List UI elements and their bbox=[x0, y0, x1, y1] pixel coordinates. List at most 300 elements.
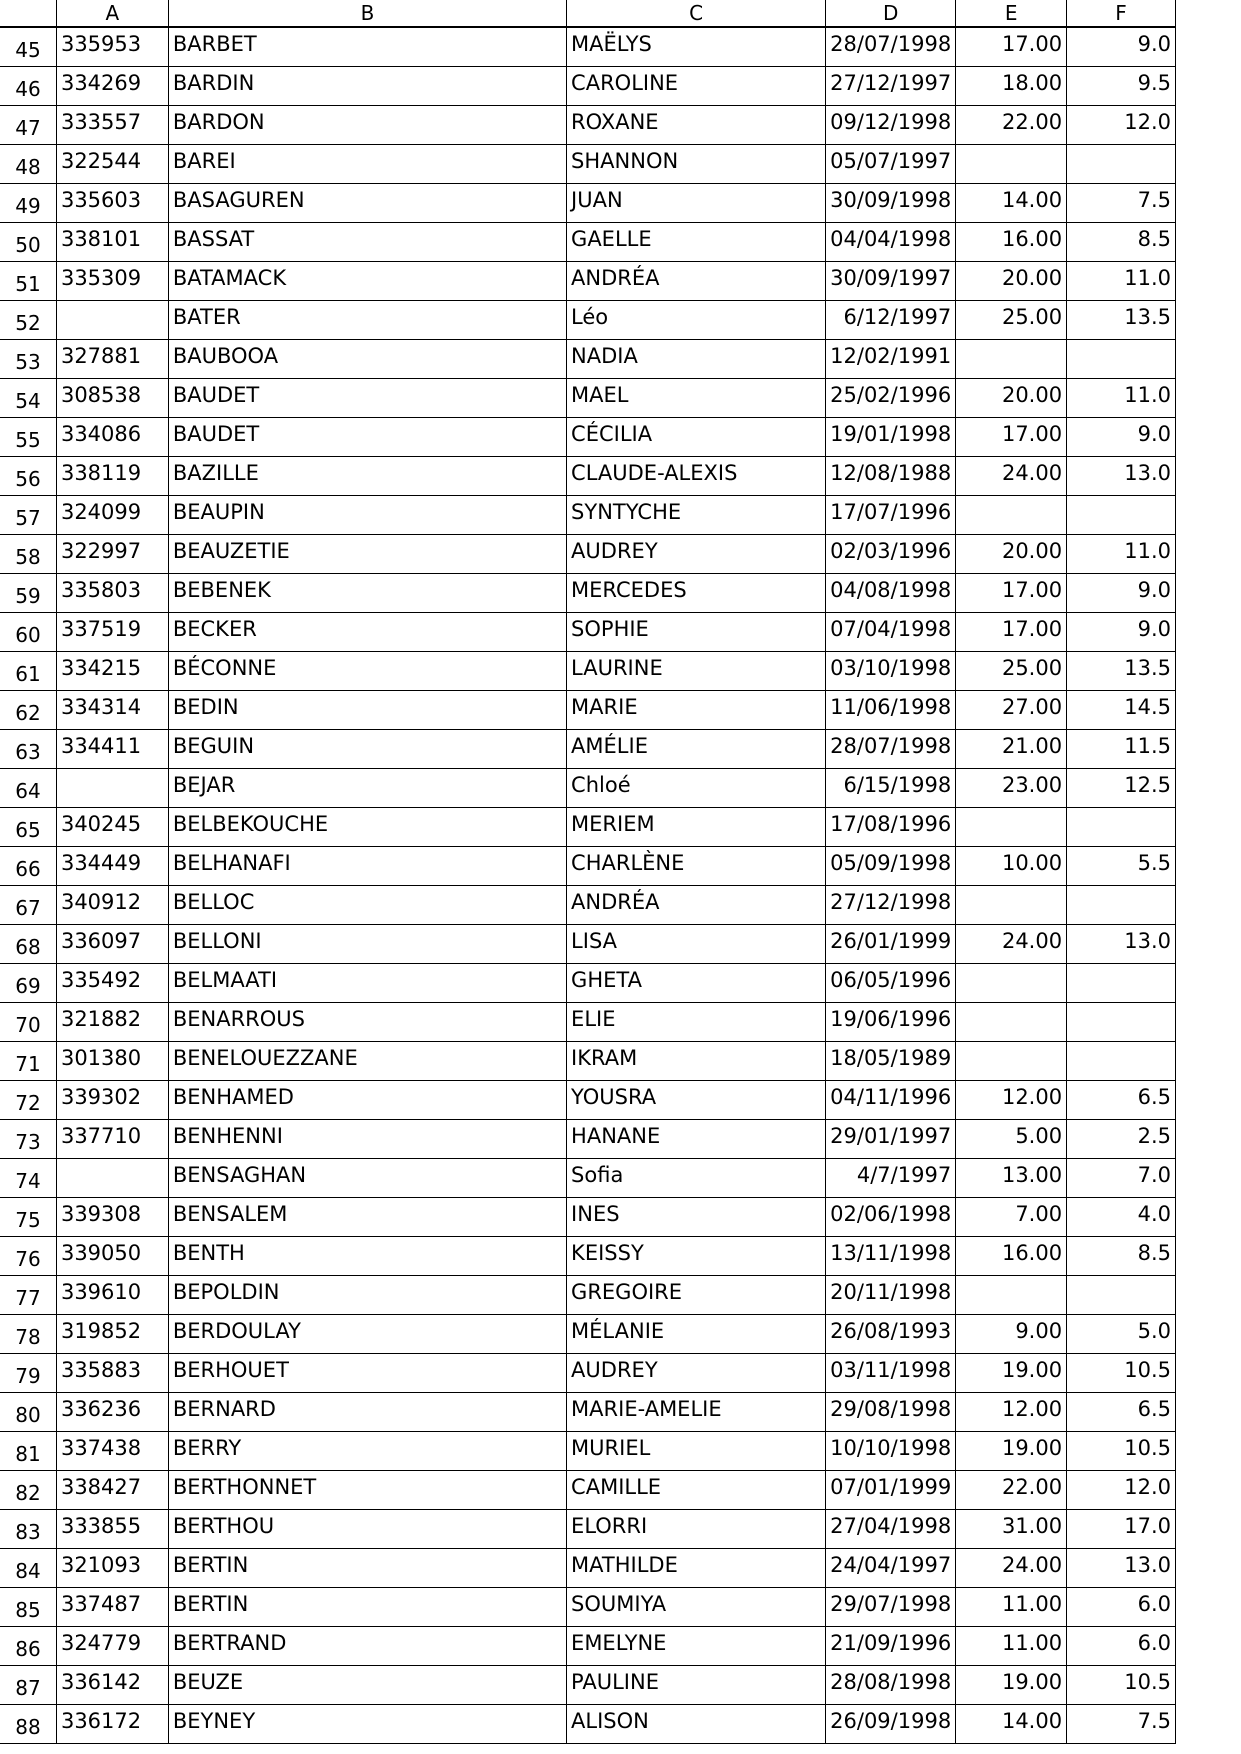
cell-grade[interactable]: 6.5 bbox=[1067, 1392, 1176, 1431]
cell-last-name[interactable]: BARDON bbox=[168, 105, 566, 144]
cell-grade[interactable]: 17.0 bbox=[1067, 1509, 1176, 1548]
cell-birth-date[interactable]: 07/04/1998 bbox=[826, 612, 956, 651]
cell-last-name[interactable]: BENHAMED bbox=[168, 1080, 566, 1119]
cell-first-name[interactable]: MARIE-AMELIE bbox=[567, 1392, 826, 1431]
cell-last-name[interactable]: BEAUZETIE bbox=[168, 534, 566, 573]
cell-first-name[interactable]: Sofia bbox=[567, 1158, 826, 1197]
cell-score[interactable]: 16.00 bbox=[956, 1236, 1067, 1275]
cell-first-name[interactable]: CAMILLE bbox=[567, 1470, 826, 1509]
column-header-d[interactable]: D bbox=[826, 0, 956, 27]
cell-first-name[interactable]: MATHILDE bbox=[567, 1548, 826, 1587]
cell-grade[interactable]: 9.0 bbox=[1067, 612, 1176, 651]
cell-score[interactable]: 17.00 bbox=[956, 417, 1067, 456]
cell-first-name[interactable]: SYNTYCHE bbox=[567, 495, 826, 534]
cell-id[interactable]: 337710 bbox=[56, 1119, 168, 1158]
cell-birth-date[interactable]: 24/04/1997 bbox=[826, 1548, 956, 1587]
cell-id[interactable]: 335309 bbox=[56, 261, 168, 300]
column-header-a[interactable]: A bbox=[56, 0, 168, 27]
cell-id[interactable]: 322544 bbox=[56, 144, 168, 183]
row-number[interactable]: 85 bbox=[0, 1587, 56, 1626]
cell-first-name[interactable]: MÉLANIE bbox=[567, 1314, 826, 1353]
cell-grade[interactable]: 13.5 bbox=[1067, 651, 1176, 690]
column-header-c[interactable]: C bbox=[567, 0, 826, 27]
cell-first-name[interactable]: ELIE bbox=[567, 1002, 826, 1041]
cell-id[interactable]: 338427 bbox=[56, 1470, 168, 1509]
cell-score[interactable]: 27.00 bbox=[956, 690, 1067, 729]
cell-last-name[interactable]: BELMAATI bbox=[168, 963, 566, 1002]
cell-grade[interactable] bbox=[1067, 885, 1176, 924]
cell-first-name[interactable]: Léo bbox=[567, 300, 826, 339]
cell-first-name[interactable]: MURIEL bbox=[567, 1431, 826, 1470]
cell-grade[interactable]: 6.5 bbox=[1067, 1080, 1176, 1119]
cell-grade[interactable]: 5.5 bbox=[1067, 846, 1176, 885]
row-number[interactable]: 70 bbox=[0, 1002, 56, 1041]
cell-first-name[interactable]: ANDRÉA bbox=[567, 885, 826, 924]
cell-last-name[interactable]: BERRY bbox=[168, 1431, 566, 1470]
cell-first-name[interactable]: KEISSY bbox=[567, 1236, 826, 1275]
cell-id[interactable]: 340245 bbox=[56, 807, 168, 846]
row-number[interactable]: 77 bbox=[0, 1275, 56, 1314]
cell-score[interactable] bbox=[956, 885, 1067, 924]
cell-id[interactable]: 335953 bbox=[56, 27, 168, 66]
cell-grade[interactable]: 12.0 bbox=[1067, 1470, 1176, 1509]
cell-last-name[interactable]: BENARROUS bbox=[168, 1002, 566, 1041]
cell-id[interactable]: 308538 bbox=[56, 378, 168, 417]
cell-id[interactable]: 334449 bbox=[56, 846, 168, 885]
cell-id[interactable]: 337438 bbox=[56, 1431, 168, 1470]
cell-last-name[interactable]: BENSALEM bbox=[168, 1197, 566, 1236]
row-number[interactable]: 63 bbox=[0, 729, 56, 768]
cell-id[interactable]: 327881 bbox=[56, 339, 168, 378]
cell-last-name[interactable]: BERNARD bbox=[168, 1392, 566, 1431]
cell-score[interactable]: 25.00 bbox=[956, 651, 1067, 690]
cell-first-name[interactable]: ALISON bbox=[567, 1704, 826, 1743]
cell-id[interactable]: 334411 bbox=[56, 729, 168, 768]
cell-first-name[interactable]: LAURINE bbox=[567, 651, 826, 690]
row-number[interactable]: 84 bbox=[0, 1548, 56, 1587]
cell-birth-date[interactable]: 6/12/1997 bbox=[826, 300, 956, 339]
row-number[interactable]: 48 bbox=[0, 144, 56, 183]
cell-grade[interactable]: 11.0 bbox=[1067, 261, 1176, 300]
cell-birth-date[interactable]: 05/09/1998 bbox=[826, 846, 956, 885]
cell-first-name[interactable]: ANDRÉA bbox=[567, 261, 826, 300]
cell-birth-date[interactable]: 10/10/1998 bbox=[826, 1431, 956, 1470]
cell-id[interactable]: 333855 bbox=[56, 1509, 168, 1548]
cell-birth-date[interactable]: 03/11/1998 bbox=[826, 1353, 956, 1392]
cell-birth-date[interactable]: 17/07/1996 bbox=[826, 495, 956, 534]
cell-id[interactable]: 338119 bbox=[56, 456, 168, 495]
cell-id[interactable]: 336172 bbox=[56, 1704, 168, 1743]
cell-id[interactable]: 337519 bbox=[56, 612, 168, 651]
cell-score[interactable]: 10.00 bbox=[956, 846, 1067, 885]
cell-last-name[interactable]: BERDOULAY bbox=[168, 1314, 566, 1353]
cell-id[interactable]: 334314 bbox=[56, 690, 168, 729]
cell-grade[interactable] bbox=[1067, 807, 1176, 846]
cell-grade[interactable]: 9.0 bbox=[1067, 573, 1176, 612]
cell-birth-date[interactable]: 04/11/1996 bbox=[826, 1080, 956, 1119]
cell-id[interactable]: 337487 bbox=[56, 1587, 168, 1626]
cell-grade[interactable]: 4.0 bbox=[1067, 1197, 1176, 1236]
cell-id[interactable]: 322997 bbox=[56, 534, 168, 573]
cell-last-name[interactable]: BASSAT bbox=[168, 222, 566, 261]
cell-score[interactable]: 7.00 bbox=[956, 1197, 1067, 1236]
row-number[interactable]: 45 bbox=[0, 27, 56, 66]
cell-birth-date[interactable]: 04/08/1998 bbox=[826, 573, 956, 612]
cell-birth-date[interactable]: 02/06/1998 bbox=[826, 1197, 956, 1236]
cell-id[interactable]: 334215 bbox=[56, 651, 168, 690]
cell-birth-date[interactable]: 05/07/1997 bbox=[826, 144, 956, 183]
cell-grade[interactable] bbox=[1067, 963, 1176, 1002]
cell-score[interactable]: 20.00 bbox=[956, 378, 1067, 417]
cell-id[interactable]: 333557 bbox=[56, 105, 168, 144]
cell-last-name[interactable]: BENHENNI bbox=[168, 1119, 566, 1158]
cell-birth-date[interactable]: 6/15/1998 bbox=[826, 768, 956, 807]
row-number[interactable]: 51 bbox=[0, 261, 56, 300]
cell-last-name[interactable]: BATAMACK bbox=[168, 261, 566, 300]
cell-first-name[interactable]: MERIEM bbox=[567, 807, 826, 846]
row-number[interactable]: 87 bbox=[0, 1665, 56, 1704]
cell-birth-date[interactable]: 09/12/1998 bbox=[826, 105, 956, 144]
row-number[interactable]: 47 bbox=[0, 105, 56, 144]
cell-id[interactable]: 334086 bbox=[56, 417, 168, 456]
cell-first-name[interactable]: ELORRI bbox=[567, 1509, 826, 1548]
cell-last-name[interactable]: BEBENEK bbox=[168, 573, 566, 612]
cell-grade[interactable]: 11.0 bbox=[1067, 534, 1176, 573]
cell-first-name[interactable]: GHETA bbox=[567, 963, 826, 1002]
row-number[interactable]: 57 bbox=[0, 495, 56, 534]
cell-grade[interactable]: 9.0 bbox=[1067, 417, 1176, 456]
cell-score[interactable]: 22.00 bbox=[956, 1470, 1067, 1509]
cell-birth-date[interactable]: 28/07/1998 bbox=[826, 729, 956, 768]
cell-score[interactable] bbox=[956, 1275, 1067, 1314]
cell-score[interactable]: 16.00 bbox=[956, 222, 1067, 261]
cell-first-name[interactable]: EMELYNE bbox=[567, 1626, 826, 1665]
cell-birth-date[interactable]: 02/03/1996 bbox=[826, 534, 956, 573]
cell-score[interactable]: 11.00 bbox=[956, 1587, 1067, 1626]
row-number[interactable]: 74 bbox=[0, 1158, 56, 1197]
row-number[interactable]: 80 bbox=[0, 1392, 56, 1431]
cell-id[interactable] bbox=[56, 300, 168, 339]
cell-score[interactable]: 25.00 bbox=[956, 300, 1067, 339]
cell-score[interactable]: 23.00 bbox=[956, 768, 1067, 807]
cell-last-name[interactable]: BENELOUEZZANE bbox=[168, 1041, 566, 1080]
cell-grade[interactable]: 9.5 bbox=[1067, 66, 1176, 105]
cell-score[interactable]: 17.00 bbox=[956, 27, 1067, 66]
cell-first-name[interactable]: GAELLE bbox=[567, 222, 826, 261]
cell-score[interactable]: 5.00 bbox=[956, 1119, 1067, 1158]
cell-score[interactable]: 14.00 bbox=[956, 1704, 1067, 1743]
cell-first-name[interactable]: PAULINE bbox=[567, 1665, 826, 1704]
cell-birth-date[interactable]: 28/07/1998 bbox=[826, 27, 956, 66]
cell-score[interactable] bbox=[956, 495, 1067, 534]
cell-last-name[interactable]: BECKER bbox=[168, 612, 566, 651]
cell-score[interactable]: 19.00 bbox=[956, 1353, 1067, 1392]
cell-grade[interactable]: 13.0 bbox=[1067, 456, 1176, 495]
cell-birth-date[interactable]: 29/07/1998 bbox=[826, 1587, 956, 1626]
cell-score[interactable] bbox=[956, 807, 1067, 846]
cell-id[interactable] bbox=[56, 1158, 168, 1197]
cell-score[interactable]: 24.00 bbox=[956, 924, 1067, 963]
row-number[interactable]: 69 bbox=[0, 963, 56, 1002]
cell-id[interactable]: 339302 bbox=[56, 1080, 168, 1119]
cell-id[interactable]: 335603 bbox=[56, 183, 168, 222]
cell-id[interactable]: 340912 bbox=[56, 885, 168, 924]
cell-birth-date[interactable]: 28/08/1998 bbox=[826, 1665, 956, 1704]
cell-last-name[interactable]: BERTIN bbox=[168, 1587, 566, 1626]
cell-grade[interactable] bbox=[1067, 339, 1176, 378]
cell-last-name[interactable]: BAUDET bbox=[168, 378, 566, 417]
cell-last-name[interactable]: BAREI bbox=[168, 144, 566, 183]
cell-grade[interactable]: 6.0 bbox=[1067, 1626, 1176, 1665]
cell-last-name[interactable]: BARDIN bbox=[168, 66, 566, 105]
cell-last-name[interactable]: BELBEKOUCHE bbox=[168, 807, 566, 846]
cell-id[interactable]: 335883 bbox=[56, 1353, 168, 1392]
cell-id[interactable]: 335803 bbox=[56, 573, 168, 612]
cell-score[interactable]: 11.00 bbox=[956, 1626, 1067, 1665]
cell-score[interactable]: 12.00 bbox=[956, 1392, 1067, 1431]
cell-last-name[interactable]: BERTIN bbox=[168, 1548, 566, 1587]
column-header-b[interactable]: B bbox=[168, 0, 566, 27]
cell-score[interactable]: 18.00 bbox=[956, 66, 1067, 105]
cell-id[interactable]: 334269 bbox=[56, 66, 168, 105]
cell-birth-date[interactable]: 4/7/1997 bbox=[826, 1158, 956, 1197]
cell-birth-date[interactable]: 12/02/1991 bbox=[826, 339, 956, 378]
cell-first-name[interactable]: SOPHIE bbox=[567, 612, 826, 651]
cell-first-name[interactable]: Chloé bbox=[567, 768, 826, 807]
cell-birth-date[interactable]: 13/11/1998 bbox=[826, 1236, 956, 1275]
cell-grade[interactable]: 11.0 bbox=[1067, 378, 1176, 417]
cell-id[interactable]: 335492 bbox=[56, 963, 168, 1002]
cell-score[interactable]: 14.00 bbox=[956, 183, 1067, 222]
row-number[interactable]: 61 bbox=[0, 651, 56, 690]
cell-last-name[interactable]: BAUBOOA bbox=[168, 339, 566, 378]
cell-grade[interactable] bbox=[1067, 1041, 1176, 1080]
cell-first-name[interactable]: MARIE bbox=[567, 690, 826, 729]
cell-last-name[interactable]: BASAGUREN bbox=[168, 183, 566, 222]
row-number[interactable]: 54 bbox=[0, 378, 56, 417]
row-number[interactable]: 46 bbox=[0, 66, 56, 105]
cell-birth-date[interactable]: 12/08/1988 bbox=[826, 456, 956, 495]
row-number[interactable]: 72 bbox=[0, 1080, 56, 1119]
cell-grade[interactable]: 13.0 bbox=[1067, 924, 1176, 963]
cell-last-name[interactable]: BEPOLDIN bbox=[168, 1275, 566, 1314]
cell-score[interactable]: 21.00 bbox=[956, 729, 1067, 768]
cell-score[interactable]: 20.00 bbox=[956, 534, 1067, 573]
column-header-e[interactable]: E bbox=[956, 0, 1067, 27]
cell-score[interactable]: 22.00 bbox=[956, 105, 1067, 144]
row-number[interactable]: 60 bbox=[0, 612, 56, 651]
cell-last-name[interactable]: BELLONI bbox=[168, 924, 566, 963]
column-header-f[interactable]: F bbox=[1067, 0, 1176, 27]
cell-birth-date[interactable]: 27/12/1997 bbox=[826, 66, 956, 105]
row-number[interactable]: 76 bbox=[0, 1236, 56, 1275]
cell-first-name[interactable]: NADIA bbox=[567, 339, 826, 378]
cell-first-name[interactable]: AUDREY bbox=[567, 534, 826, 573]
cell-birth-date[interactable]: 04/04/1998 bbox=[826, 222, 956, 261]
row-number[interactable]: 75 bbox=[0, 1197, 56, 1236]
cell-grade[interactable]: 12.0 bbox=[1067, 105, 1176, 144]
row-number[interactable]: 79 bbox=[0, 1353, 56, 1392]
cell-grade[interactable]: 8.5 bbox=[1067, 1236, 1176, 1275]
row-number[interactable]: 82 bbox=[0, 1470, 56, 1509]
cell-first-name[interactable]: CAROLINE bbox=[567, 66, 826, 105]
cell-grade[interactable]: 12.5 bbox=[1067, 768, 1176, 807]
cell-id[interactable]: 324779 bbox=[56, 1626, 168, 1665]
cell-id[interactable]: 321093 bbox=[56, 1548, 168, 1587]
cell-first-name[interactable]: MERCEDES bbox=[567, 573, 826, 612]
cell-id[interactable]: 301380 bbox=[56, 1041, 168, 1080]
cell-birth-date[interactable]: 19/06/1996 bbox=[826, 1002, 956, 1041]
cell-grade[interactable]: 10.5 bbox=[1067, 1431, 1176, 1470]
cell-birth-date[interactable]: 30/09/1997 bbox=[826, 261, 956, 300]
cell-last-name[interactable]: BAUDET bbox=[168, 417, 566, 456]
row-number[interactable]: 52 bbox=[0, 300, 56, 339]
cell-grade[interactable]: 13.0 bbox=[1067, 1548, 1176, 1587]
cell-grade[interactable]: 9.0 bbox=[1067, 27, 1176, 66]
cell-first-name[interactable]: MAËLYS bbox=[567, 27, 826, 66]
row-number[interactable]: 53 bbox=[0, 339, 56, 378]
row-number[interactable]: 66 bbox=[0, 846, 56, 885]
cell-last-name[interactable]: BERTHOU bbox=[168, 1509, 566, 1548]
cell-last-name[interactable]: BEDIN bbox=[168, 690, 566, 729]
cell-id[interactable]: 319852 bbox=[56, 1314, 168, 1353]
cell-last-name[interactable]: BENSAGHAN bbox=[168, 1158, 566, 1197]
cell-first-name[interactable]: INES bbox=[567, 1197, 826, 1236]
cell-birth-date[interactable]: 26/09/1998 bbox=[826, 1704, 956, 1743]
cell-grade[interactable]: 6.0 bbox=[1067, 1587, 1176, 1626]
cell-id[interactable]: 336142 bbox=[56, 1665, 168, 1704]
cell-birth-date[interactable]: 26/01/1999 bbox=[826, 924, 956, 963]
cell-first-name[interactable]: AUDREY bbox=[567, 1353, 826, 1392]
cell-first-name[interactable]: HANANE bbox=[567, 1119, 826, 1158]
cell-score[interactable]: 24.00 bbox=[956, 456, 1067, 495]
cell-first-name[interactable]: SOUMIYA bbox=[567, 1587, 826, 1626]
cell-birth-date[interactable]: 20/11/1998 bbox=[826, 1275, 956, 1314]
cell-last-name[interactable]: BENTH bbox=[168, 1236, 566, 1275]
cell-grade[interactable]: 5.0 bbox=[1067, 1314, 1176, 1353]
cell-id[interactable]: 336236 bbox=[56, 1392, 168, 1431]
cell-last-name[interactable]: BELLOC bbox=[168, 885, 566, 924]
cell-first-name[interactable]: GREGOIRE bbox=[567, 1275, 826, 1314]
cell-birth-date[interactable]: 27/12/1998 bbox=[826, 885, 956, 924]
cell-score[interactable]: 9.00 bbox=[956, 1314, 1067, 1353]
cell-id[interactable]: 339610 bbox=[56, 1275, 168, 1314]
cell-grade[interactable] bbox=[1067, 495, 1176, 534]
row-number[interactable]: 64 bbox=[0, 768, 56, 807]
cell-id[interactable] bbox=[56, 768, 168, 807]
cell-last-name[interactable]: BEAUPIN bbox=[168, 495, 566, 534]
cell-score[interactable]: 19.00 bbox=[956, 1431, 1067, 1470]
row-number[interactable]: 73 bbox=[0, 1119, 56, 1158]
row-number[interactable]: 56 bbox=[0, 456, 56, 495]
cell-score[interactable]: 17.00 bbox=[956, 573, 1067, 612]
cell-birth-date[interactable]: 17/08/1996 bbox=[826, 807, 956, 846]
cell-birth-date[interactable]: 03/10/1998 bbox=[826, 651, 956, 690]
cell-birth-date[interactable]: 07/01/1999 bbox=[826, 1470, 956, 1509]
cell-score[interactable]: 20.00 bbox=[956, 261, 1067, 300]
row-number[interactable]: 67 bbox=[0, 885, 56, 924]
cell-score[interactable]: 12.00 bbox=[956, 1080, 1067, 1119]
cell-first-name[interactable]: LISA bbox=[567, 924, 826, 963]
cell-last-name[interactable]: BEJAR bbox=[168, 768, 566, 807]
cell-birth-date[interactable]: 18/05/1989 bbox=[826, 1041, 956, 1080]
row-number[interactable]: 58 bbox=[0, 534, 56, 573]
cell-first-name[interactable]: SHANNON bbox=[567, 144, 826, 183]
cell-score[interactable]: 13.00 bbox=[956, 1158, 1067, 1197]
cell-last-name[interactable]: BEGUIN bbox=[168, 729, 566, 768]
row-number[interactable]: 86 bbox=[0, 1626, 56, 1665]
cell-id[interactable]: 338101 bbox=[56, 222, 168, 261]
cell-birth-date[interactable]: 11/06/1998 bbox=[826, 690, 956, 729]
cell-id[interactable]: 324099 bbox=[56, 495, 168, 534]
row-number[interactable]: 65 bbox=[0, 807, 56, 846]
cell-last-name[interactable]: BÉCONNE bbox=[168, 651, 566, 690]
cell-last-name[interactable]: BERHOUET bbox=[168, 1353, 566, 1392]
cell-first-name[interactable]: MAEL bbox=[567, 378, 826, 417]
row-number[interactable]: 78 bbox=[0, 1314, 56, 1353]
cell-birth-date[interactable]: 06/05/1996 bbox=[826, 963, 956, 1002]
cell-birth-date[interactable]: 30/09/1998 bbox=[826, 183, 956, 222]
cell-score[interactable] bbox=[956, 1041, 1067, 1080]
cell-id[interactable]: 339050 bbox=[56, 1236, 168, 1275]
cell-last-name[interactable]: BELHANAFI bbox=[168, 846, 566, 885]
cell-score[interactable]: 31.00 bbox=[956, 1509, 1067, 1548]
row-number[interactable]: 88 bbox=[0, 1704, 56, 1743]
row-number[interactable]: 81 bbox=[0, 1431, 56, 1470]
cell-last-name[interactable]: BARBET bbox=[168, 27, 566, 66]
cell-grade[interactable] bbox=[1067, 144, 1176, 183]
cell-grade[interactable]: 7.0 bbox=[1067, 1158, 1176, 1197]
cell-score[interactable] bbox=[956, 1002, 1067, 1041]
cell-grade[interactable]: 14.5 bbox=[1067, 690, 1176, 729]
cell-first-name[interactable]: JUAN bbox=[567, 183, 826, 222]
cell-grade[interactable]: 7.5 bbox=[1067, 183, 1176, 222]
cell-last-name[interactable]: BEUZE bbox=[168, 1665, 566, 1704]
row-number[interactable]: 68 bbox=[0, 924, 56, 963]
row-number[interactable]: 50 bbox=[0, 222, 56, 261]
cell-grade[interactable] bbox=[1067, 1002, 1176, 1041]
cell-birth-date[interactable]: 26/08/1993 bbox=[826, 1314, 956, 1353]
cell-grade[interactable]: 2.5 bbox=[1067, 1119, 1176, 1158]
cell-birth-date[interactable]: 21/09/1996 bbox=[826, 1626, 956, 1665]
row-number[interactable]: 49 bbox=[0, 183, 56, 222]
cell-first-name[interactable]: AMÉLIE bbox=[567, 729, 826, 768]
cell-last-name[interactable]: BEYNEY bbox=[168, 1704, 566, 1743]
cell-first-name[interactable]: CÉCILIA bbox=[567, 417, 826, 456]
cell-score[interactable] bbox=[956, 144, 1067, 183]
cell-last-name[interactable]: BERTHONNET bbox=[168, 1470, 566, 1509]
cell-first-name[interactable]: YOUSRA bbox=[567, 1080, 826, 1119]
cell-last-name[interactable]: BAZILLE bbox=[168, 456, 566, 495]
cell-score[interactable]: 17.00 bbox=[956, 612, 1067, 651]
cell-first-name[interactable]: ROXANE bbox=[567, 105, 826, 144]
cell-birth-date[interactable]: 29/01/1997 bbox=[826, 1119, 956, 1158]
cell-first-name[interactable]: CLAUDE-ALEXIS bbox=[567, 456, 826, 495]
cell-grade[interactable]: 10.5 bbox=[1067, 1665, 1176, 1704]
cell-birth-date[interactable]: 29/08/1998 bbox=[826, 1392, 956, 1431]
cell-grade[interactable]: 10.5 bbox=[1067, 1353, 1176, 1392]
row-number[interactable]: 59 bbox=[0, 573, 56, 612]
cell-grade[interactable]: 7.5 bbox=[1067, 1704, 1176, 1743]
row-number[interactable]: 62 bbox=[0, 690, 56, 729]
cell-birth-date[interactable]: 27/04/1998 bbox=[826, 1509, 956, 1548]
cell-id[interactable]: 339308 bbox=[56, 1197, 168, 1236]
cell-score[interactable]: 19.00 bbox=[956, 1665, 1067, 1704]
row-number[interactable]: 71 bbox=[0, 1041, 56, 1080]
cell-score[interactable] bbox=[956, 339, 1067, 378]
cell-grade[interactable]: 11.5 bbox=[1067, 729, 1176, 768]
cell-birth-date[interactable]: 25/02/1996 bbox=[826, 378, 956, 417]
